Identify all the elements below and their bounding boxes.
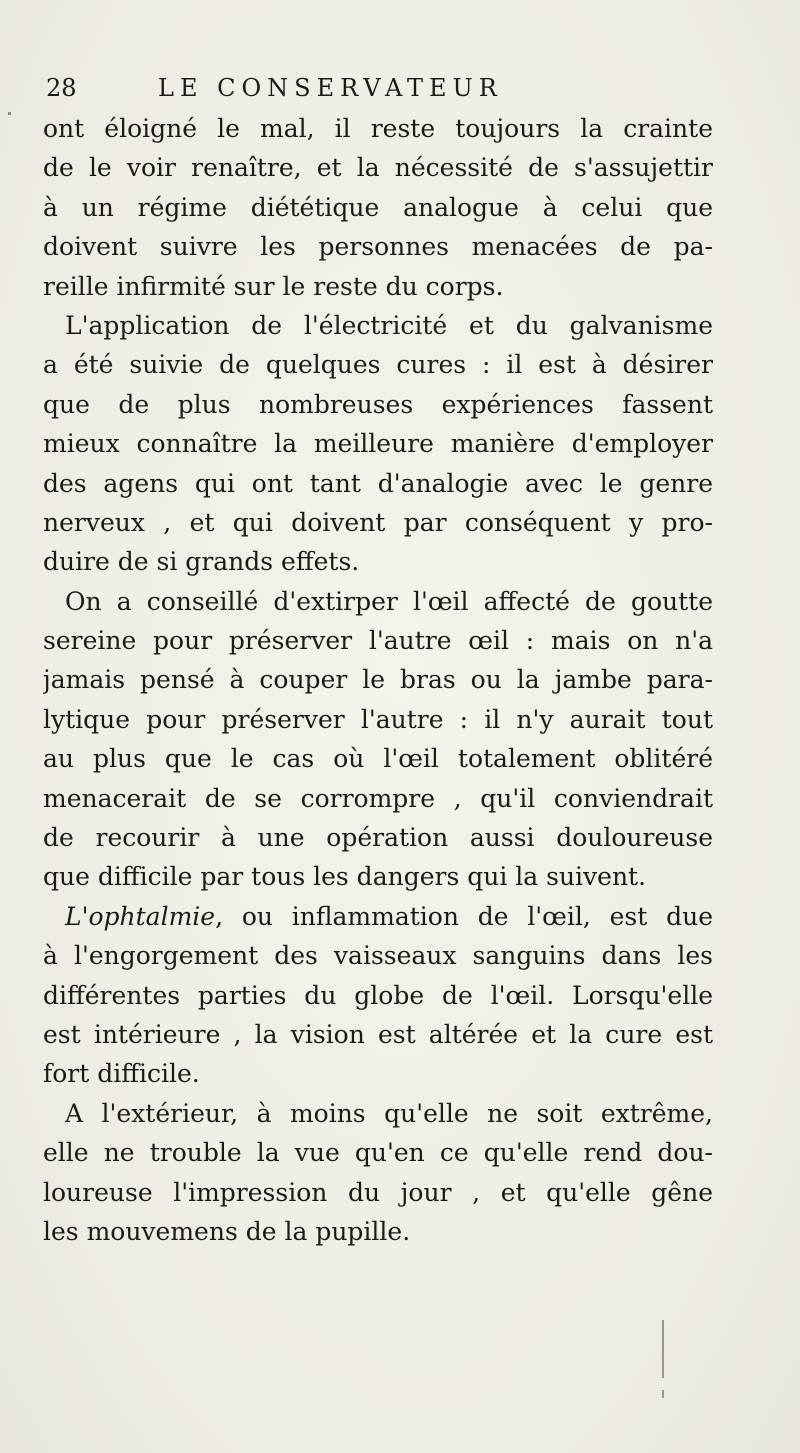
text-line: L'application de l'électricité et du galvanisme xyxy=(65,310,713,340)
text-line: menacerait de se corrompre , qu'il conviendrait xyxy=(43,783,713,813)
text-line: ont éloigné le mal, il reste toujours la crainte xyxy=(43,114,713,143)
text-run: , ou inflammation de l'œil, est due xyxy=(215,901,713,931)
page-number: 28 xyxy=(46,74,77,102)
text-line: lytique pour préserver l'autre : il n'y aurait tout xyxy=(43,704,713,734)
text-line: On a conseillé d'extirper l'œil affecté de goutte xyxy=(65,586,713,616)
text-line: que de plus nombreuses expériences fassent xyxy=(43,389,713,419)
text-line: nerveux , et qui doivent par conséquent y pro- xyxy=(43,507,713,537)
text-line: duire de si grands effets. xyxy=(43,547,360,577)
text-line: est intérieure , la vision est altérée et la cure est xyxy=(43,1019,713,1049)
margin-speck xyxy=(662,1390,664,1398)
text-line: fort difficile. xyxy=(43,1059,200,1089)
text-line: de recourir à une opération aussi douloureuse xyxy=(43,823,713,853)
text-line: sereine pour préserver l'autre œil : mais on n'a xyxy=(43,626,713,656)
text-line: au plus que le cas où l'œil totalement oblitéré xyxy=(43,744,713,774)
text-line xyxy=(43,897,713,936)
margin-speck xyxy=(8,112,11,115)
text-line: mieux connaître la meilleure manière d'employer xyxy=(43,429,713,459)
text-line: elle ne trouble la vue qu'en ce qu'elle rend dou- xyxy=(43,1138,713,1168)
text-line: doivent suivre les personnes menacées de pa- xyxy=(43,232,713,262)
text-line: a été suivie de quelques cures : il est à désirer xyxy=(43,350,713,380)
body-text xyxy=(43,109,713,1251)
text-line: à un régime diététique analogue à celui que xyxy=(43,192,713,222)
text-line: de le voir renaître, et la nécessité de s'assujettir xyxy=(43,153,713,183)
text-line: à l'engorgement des vaisseaux sanguins dans les xyxy=(43,941,713,971)
text-line: reille infirmité sur le reste du corps. xyxy=(43,271,504,301)
text-line: A l'extérieur, à moins qu'elle ne soit extrême, xyxy=(65,1098,713,1128)
running-title: LE CONSERVATEUR xyxy=(158,74,503,102)
running-head xyxy=(46,74,706,104)
text-line: loureuse l'impression du jour , et qu'elle gêne xyxy=(43,1177,713,1207)
margin-rule xyxy=(662,1320,664,1378)
text-line: que difficile par tous les dangers qui la suivent. xyxy=(43,862,647,892)
text-line: des agens qui ont tant d'analogie avec le genre xyxy=(43,468,713,498)
text-line: différentes parties du globe de l'œil. Lorsqu'elle xyxy=(43,980,713,1010)
text-line: jamais pensé à couper le bras ou la jambe para- xyxy=(43,665,713,695)
italic-term: L'ophtalmie xyxy=(65,901,216,931)
text-line: les mouvemens de la pupille. xyxy=(43,1216,411,1246)
